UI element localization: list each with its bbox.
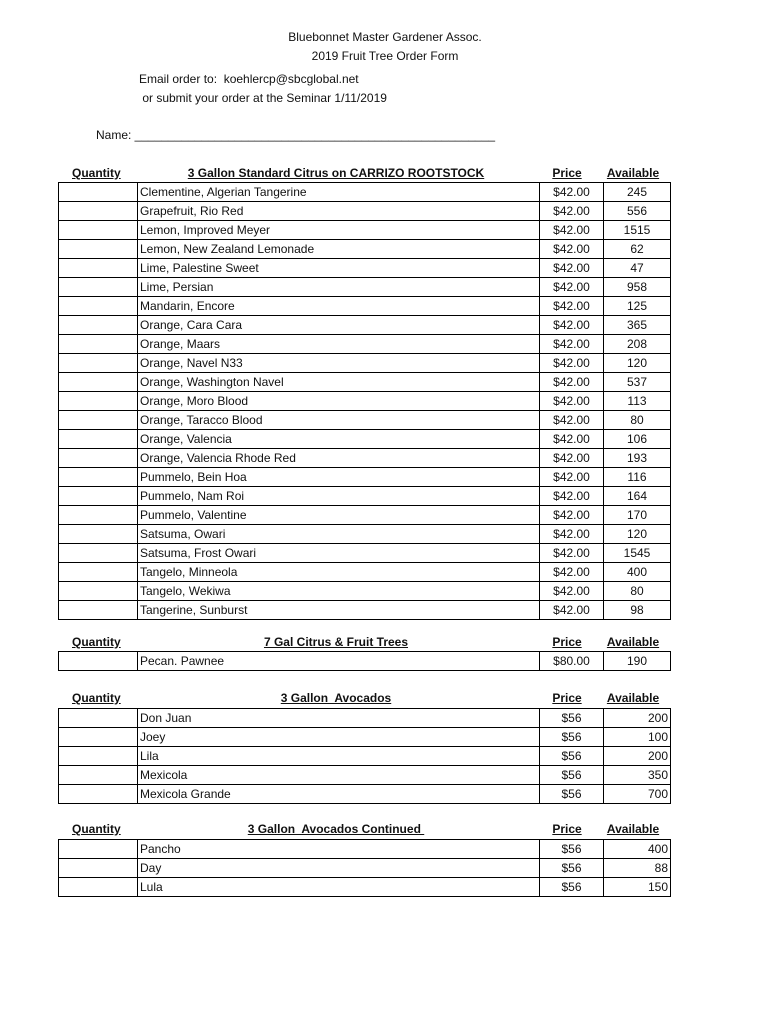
item-name: Pummelo, Bein Hoa (138, 468, 540, 487)
table-row (59, 430, 671, 449)
avocados-table (58, 708, 671, 804)
price-cell: $42.00 (540, 430, 604, 449)
item-name: Orange, Taracco Blood (138, 411, 540, 430)
table-row (59, 544, 671, 563)
item-name: Satsuma, Frost Owari (138, 544, 540, 563)
available-cell: 113 (604, 392, 671, 411)
price-cell: $56 (540, 709, 604, 728)
item-name: Pecan. Pawnee (138, 652, 540, 671)
table-row (59, 785, 671, 804)
available-cell: 106 (604, 430, 671, 449)
section-header-7gal (58, 635, 664, 651)
table-row (59, 278, 671, 297)
item-name: Pancho (138, 840, 540, 859)
available-cell: 700 (604, 785, 671, 804)
section-header-avocados-continued (58, 822, 664, 838)
quantity-cell[interactable] (59, 392, 138, 411)
item-name: Orange, Maars (138, 335, 540, 354)
available-cell: 125 (604, 297, 671, 316)
item-name: Mexicola (138, 766, 540, 785)
item-name: Don Juan (138, 709, 540, 728)
price-cell: $42.00 (540, 563, 604, 582)
item-name: Lime, Palestine Sweet (138, 259, 540, 278)
available-cell: 958 (604, 278, 671, 297)
item-name: Orange, Navel N33 (138, 354, 540, 373)
available-cell: 116 (604, 468, 671, 487)
price-cell: $42.00 (540, 601, 604, 620)
price-cell: $56 (540, 766, 604, 785)
available-cell: 100 (604, 728, 671, 747)
quantity-cell[interactable] (59, 183, 138, 202)
available-cell: 120 (604, 525, 671, 544)
item-name: Tangerine, Sunburst (138, 601, 540, 620)
quantity-cell[interactable] (59, 601, 138, 620)
available-cell: 365 (604, 316, 671, 335)
item-name: Lemon, Improved Meyer (138, 221, 540, 240)
item-name: Orange, Valencia Rhode Red (138, 449, 540, 468)
quantity-cell[interactable] (59, 259, 138, 278)
available-cell: 200 (604, 709, 671, 728)
item-name: Lila (138, 747, 540, 766)
quantity-header: Quantity (72, 635, 121, 649)
table-row (59, 601, 671, 620)
quantity-cell[interactable] (59, 747, 138, 766)
quantity-header: Quantity (72, 166, 121, 180)
available-cell: 556 (604, 202, 671, 221)
section-title: 3 Gallon Standard Citrus on CARRIZO ROOTSTOCK (187, 166, 485, 180)
item-name: Joey (138, 728, 540, 747)
table-row (59, 392, 671, 411)
table-row (59, 297, 671, 316)
name-field[interactable]: Name: ______________________________________________________ (96, 128, 496, 142)
quantity-cell[interactable] (59, 297, 138, 316)
table-row (59, 221, 671, 240)
section-title: 3 Gallon Avocados (280, 691, 392, 705)
table-row (59, 354, 671, 373)
table-row (59, 766, 671, 785)
fruit-trees-table (58, 651, 671, 671)
item-name: Satsuma, Owari (138, 525, 540, 544)
price-cell: $42.00 (540, 221, 604, 240)
available-header: Available (606, 635, 660, 649)
price-cell: $56 (540, 728, 604, 747)
quantity-header: Quantity (72, 691, 121, 705)
table-row (59, 506, 671, 525)
item-name: Orange, Moro Blood (138, 392, 540, 411)
section-header-citrus (58, 166, 664, 182)
table-row (59, 316, 671, 335)
available-cell: 400 (604, 563, 671, 582)
table-row (59, 525, 671, 544)
available-cell: 164 (604, 487, 671, 506)
price-cell: $56 (540, 840, 604, 859)
price-cell: $42.00 (540, 354, 604, 373)
price-cell: $42.00 (540, 259, 604, 278)
table-row (59, 709, 671, 728)
price-cell: $42.00 (540, 373, 604, 392)
quantity-cell[interactable] (59, 840, 138, 859)
item-name: Lime, Persian (138, 278, 540, 297)
price-cell: $42.00 (540, 316, 604, 335)
item-name: Lemon, New Zealand Lemonade (138, 240, 540, 259)
price-cell: $42.00 (540, 335, 604, 354)
item-name: Orange, Valencia (138, 430, 540, 449)
quantity-cell[interactable] (59, 506, 138, 525)
section-title: 3 Gallon Avocados Continued (247, 822, 425, 836)
price-header: Price (552, 166, 582, 180)
quantity-cell[interactable] (59, 709, 138, 728)
item-name: Clementine, Algerian Tangerine (138, 183, 540, 202)
quantity-cell[interactable] (59, 652, 138, 671)
quantity-cell[interactable] (59, 468, 138, 487)
form-title: 2019 Fruit Tree Order Form (311, 49, 459, 63)
item-name: Lula (138, 878, 540, 897)
table-row (59, 240, 671, 259)
item-name: Pummelo, Valentine (138, 506, 540, 525)
available-cell: 350 (604, 766, 671, 785)
price-header: Price (552, 822, 582, 836)
item-name: Orange, Washington Navel (138, 373, 540, 392)
quantity-cell[interactable] (59, 373, 138, 392)
seminar-instruction: or submit your order at the Seminar 1/11/2019 (139, 91, 387, 105)
table-row (59, 728, 671, 747)
item-name: Orange, Cara Cara (138, 316, 540, 335)
item-name: Day (138, 859, 540, 878)
available-cell: 62 (604, 240, 671, 259)
price-cell: $42.00 (540, 487, 604, 506)
price-cell: $42.00 (540, 506, 604, 525)
quantity-cell[interactable] (59, 563, 138, 582)
price-cell: $56 (540, 878, 604, 897)
price-cell: $42.00 (540, 240, 604, 259)
quantity-cell[interactable] (59, 859, 138, 878)
table-row (59, 202, 671, 221)
item-name: Grapefruit, Rio Red (138, 202, 540, 221)
available-cell: 1545 (604, 544, 671, 563)
table-row (59, 183, 671, 202)
item-name: Pummelo, Nam Roi (138, 487, 540, 506)
quantity-cell[interactable] (59, 449, 138, 468)
price-cell: $42.00 (540, 392, 604, 411)
price-cell: $42.00 (540, 582, 604, 601)
available-cell: 98 (604, 601, 671, 620)
price-cell: $42.00 (540, 202, 604, 221)
price-cell: $56 (540, 785, 604, 804)
quantity-cell[interactable] (59, 411, 138, 430)
available-cell: 47 (604, 259, 671, 278)
avocados-continued-table (58, 839, 671, 897)
citrus-table (58, 182, 671, 620)
table-row (59, 582, 671, 601)
table-row (59, 259, 671, 278)
quantity-cell[interactable] (59, 240, 138, 259)
table-row (59, 487, 671, 506)
price-cell: $42.00 (540, 449, 604, 468)
available-cell: 88 (604, 859, 671, 878)
table-row (59, 652, 671, 671)
price-cell: $42.00 (540, 468, 604, 487)
table-row (59, 840, 671, 859)
quantity-cell[interactable] (59, 487, 138, 506)
item-name: Mandarin, Encore (138, 297, 540, 316)
available-cell: 245 (604, 183, 671, 202)
available-cell: 537 (604, 373, 671, 392)
price-cell: $56 (540, 859, 604, 878)
quantity-cell[interactable] (59, 525, 138, 544)
available-cell: 200 (604, 747, 671, 766)
quantity-cell[interactable] (59, 316, 138, 335)
available-cell: 208 (604, 335, 671, 354)
quantity-cell[interactable] (59, 785, 138, 804)
item-name: Tangelo, Minneola (138, 563, 540, 582)
price-cell: $80.00 (540, 652, 604, 671)
available-cell: 1515 (604, 221, 671, 240)
table-row (59, 449, 671, 468)
available-cell: 120 (604, 354, 671, 373)
quantity-cell[interactable] (59, 202, 138, 221)
table-row (59, 747, 671, 766)
quantity-cell[interactable] (59, 582, 138, 601)
item-name: Tangelo, Wekiwa (138, 582, 540, 601)
available-header: Available (606, 166, 660, 180)
quantity-header: Quantity (72, 822, 121, 836)
quantity-cell[interactable] (59, 766, 138, 785)
available-cell: 400 (604, 840, 671, 859)
quantity-cell[interactable] (59, 430, 138, 449)
table-row (59, 878, 671, 897)
available-cell: 150 (604, 878, 671, 897)
price-cell: $42.00 (540, 544, 604, 563)
section-title: 7 Gal Citrus & Fruit Trees (263, 635, 409, 649)
quantity-cell[interactable] (59, 878, 138, 897)
available-cell: 80 (604, 411, 671, 430)
table-row (59, 859, 671, 878)
price-cell: $42.00 (540, 411, 604, 430)
quantity-cell[interactable] (59, 221, 138, 240)
available-cell: 170 (604, 506, 671, 525)
price-cell: $42.00 (540, 297, 604, 316)
price-header: Price (552, 691, 582, 705)
quantity-cell[interactable] (59, 728, 138, 747)
available-cell: 193 (604, 449, 671, 468)
item-name: Mexicola Grande (138, 785, 540, 804)
price-cell: $56 (540, 747, 604, 766)
quantity-cell[interactable] (59, 335, 138, 354)
org-name: Bluebonnet Master Gardener Assoc. (288, 30, 482, 44)
price-cell: $42.00 (540, 278, 604, 297)
price-cell: $42.00 (540, 183, 604, 202)
table-row (59, 563, 671, 582)
quantity-cell[interactable] (59, 354, 138, 373)
table-row (59, 335, 671, 354)
available-cell: 190 (604, 652, 671, 671)
quantity-cell[interactable] (59, 544, 138, 563)
table-row (59, 468, 671, 487)
email-instruction: Email order to: koehlercp@sbcglobal.net (139, 72, 359, 86)
available-header: Available (606, 822, 660, 836)
section-header-avocados (58, 691, 664, 707)
table-row (59, 411, 671, 430)
available-header: Available (606, 691, 660, 705)
quantity-cell[interactable] (59, 278, 138, 297)
price-cell: $42.00 (540, 525, 604, 544)
available-cell: 80 (604, 582, 671, 601)
table-row (59, 373, 671, 392)
price-header: Price (552, 635, 582, 649)
